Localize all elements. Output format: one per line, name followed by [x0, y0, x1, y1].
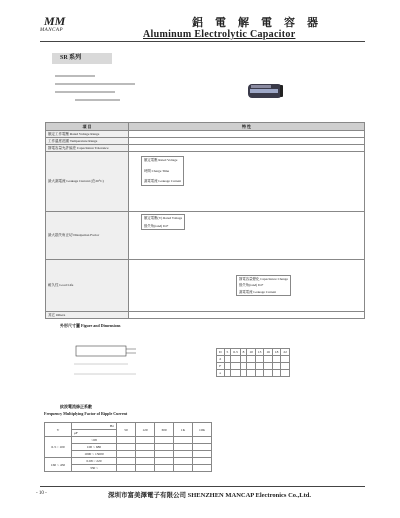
ripple-header-freq: 300 — [155, 423, 174, 437]
spec-table — [45, 122, 365, 319]
logo-mark: MM — [44, 14, 66, 28]
ripple-voltage-range: 6.3 ~ 100 — [45, 437, 72, 458]
spec-row-label: 工作溫度范圍 Temperature Range — [46, 138, 129, 145]
ripple-title-cn: 紋波電流修正系數 — [60, 404, 92, 409]
lead-row-label: F — [217, 363, 225, 370]
ripple-header-freq: 10K — [193, 423, 212, 437]
ripple-cap-range: 0.68 ~ 220 — [72, 458, 117, 465]
spec-header-item: 項 目 — [46, 123, 129, 131]
feature-list — [55, 72, 145, 112]
footer-company: 深圳市富美澤電子有限公司 SHENZHEN MANCAP Electronics Co.,Ltd. — [108, 492, 312, 499]
ripple-header-hz: Hz — [72, 423, 117, 430]
lead-header-cell: D — [217, 349, 225, 356]
lead-header-cell: 10 — [247, 349, 256, 356]
ripple-voltage-range: 160 ~ 450 — [45, 458, 72, 472]
ripple-header-uf: μF — [72, 430, 117, 437]
page-number: - 10 - — [36, 491, 47, 496]
leakage-charge-time: 時間 Charge Time — [144, 168, 170, 173]
ripple-cap-range: ~68 — [72, 437, 117, 444]
ripple-header-v: V — [45, 423, 72, 437]
spec-row-label: 靜電容量允許偏差 Capacitance Tolerance — [46, 145, 129, 152]
dimension-drawing — [70, 338, 140, 378]
ripple-cap-range: 100 ~ 680 — [72, 444, 117, 451]
lead-header-cell: 22 — [281, 349, 290, 356]
spec-header-feature: 特 性 — [129, 123, 365, 131]
ripple-header-freq: 1K — [174, 423, 193, 437]
logo-text: MANCAP — [40, 28, 63, 33]
spec-row-label: 耐久性 Load Life — [46, 260, 129, 312]
lead-spacing-table — [216, 348, 290, 377]
df-rated-voltage: 額定電壓(V) Rated Voltage — [144, 216, 183, 220]
page-title-en: Aluminum Electrolytic Capacitor — [143, 29, 296, 40]
page-title-cn: 鋁電解電容器 — [192, 17, 330, 29]
lead-row-label: d — [217, 356, 225, 363]
ripple-title-en: Frequency Multiplying Factor of Ripple Current — [44, 411, 128, 416]
loadlife-subtable — [236, 275, 291, 297]
lead-header-cell: 18 — [272, 349, 281, 356]
loadlife-leakage: 漏電電流 Leakage Current — [239, 289, 277, 294]
dimensions-title: 外形尺寸圖 Figure and Dimensions — [60, 323, 121, 328]
df-subtable — [141, 214, 185, 230]
leakage-rated-voltage: 額定電壓 Rated Voltage — [144, 158, 178, 162]
ripple-cap-range: 1000 ~ 15000 — [72, 451, 117, 458]
series-badge: SR 系列 — [52, 53, 112, 64]
lead-header-cell: 16 — [264, 349, 273, 356]
ripple-table — [44, 422, 212, 472]
lead-header-cell: 6.3 — [231, 349, 240, 356]
df-tan-delta: 損失角(tanδ) D.F — [144, 223, 169, 228]
header-divider — [40, 41, 365, 42]
lead-header-cell: 13 — [255, 349, 264, 356]
ripple-cap-range: 330 ~ — [72, 465, 117, 472]
spec-row-label: 其它 Others — [46, 312, 129, 319]
loadlife-cap-change: 靜電容量變化 Capacitance Change — [239, 276, 288, 281]
spec-row-label: 最大漏電流 Leakage Current (在20°C) — [46, 152, 129, 212]
spec-row-label: 最大損失角正切 Dissipation Factor — [46, 212, 129, 260]
lead-header-cell: 5 — [224, 349, 231, 356]
ripple-header-freq: 120 — [136, 423, 155, 437]
leakage-current: 漏電電流 Leakage Current — [144, 179, 182, 183]
spec-row-label: 額定工作電壓 Rated Voltage Range — [46, 131, 129, 138]
ripple-header-freq: 50 — [117, 423, 136, 437]
footer-divider — [40, 486, 365, 487]
loadlife-df: 損失角(tanδ) D.F — [239, 283, 264, 288]
lead-header-cell: 8 — [240, 349, 247, 356]
lead-row-label: a — [217, 370, 225, 377]
capacitor-image — [247, 80, 285, 102]
leakage-subtable — [141, 156, 184, 186]
